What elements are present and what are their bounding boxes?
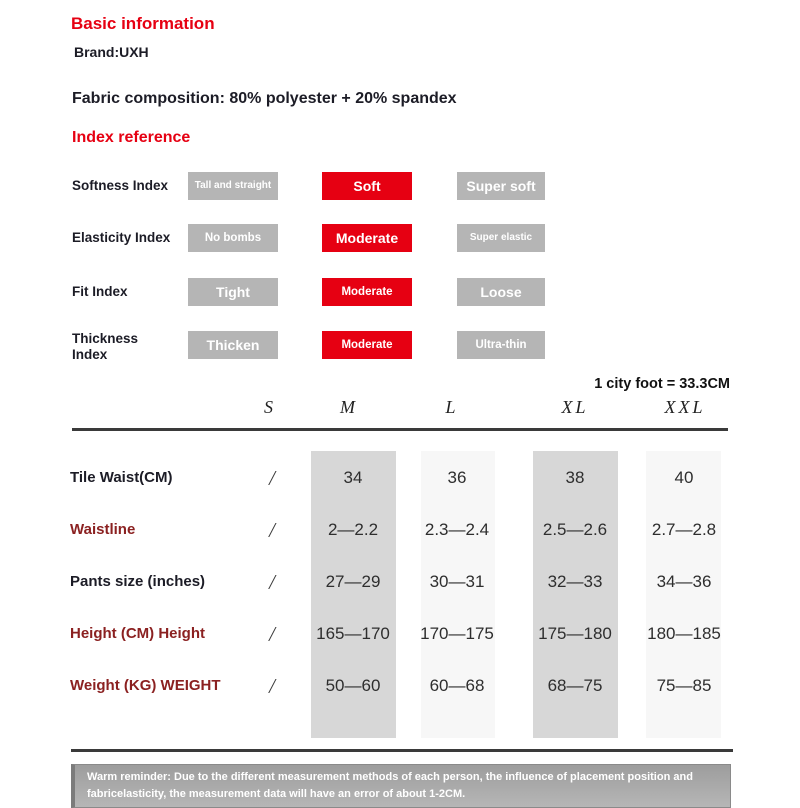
size-cell-value: 36 [447, 468, 467, 487]
index-option-selected: Moderate [322, 224, 412, 252]
index-option: Ultra-thin [457, 331, 545, 359]
table-header-divider [72, 428, 728, 431]
size-cell-value: 170—175 [420, 624, 494, 643]
index-row-label: Fit Index [72, 284, 128, 300]
size-row-label: Tile Waist(CM) [70, 469, 173, 486]
index-row-label: Elasticity Index [72, 230, 171, 246]
size-cell-value: 30—31 [429, 572, 485, 591]
size-cell-slash: / [269, 674, 275, 698]
size-cell-value: 68—75 [547, 676, 603, 695]
index-option: Tall and straight [188, 172, 278, 200]
table-bottom-divider [71, 749, 733, 752]
basic-information-title: Basic information [71, 14, 215, 33]
index-option: Thicken [188, 331, 278, 359]
brand-text: Brand:UXH [74, 44, 149, 60]
size-cell-value: 175—180 [538, 624, 612, 643]
index-option: Super soft [457, 172, 545, 200]
size-cell-value: 60—68 [429, 676, 485, 695]
size-cell-value: 2.3—2.4 [424, 520, 490, 539]
index-reference-title: Index reference [72, 129, 191, 146]
index-row-label: Softness Index [72, 178, 169, 194]
size-cell-value: 2—2.2 [327, 520, 379, 539]
warning-text: Warm reminder: Due to the different measurement methods of each person, the influence of placement position and fabricelasticity, the measurement data will have an error of about 1-2CM. [87, 771, 693, 800]
size-row-label: Height (CM) Height [70, 625, 205, 642]
size-cell-value: 38 [565, 468, 585, 487]
fabric-composition-text: Fabric composition: 80% polyester + 20% spandex [72, 90, 457, 107]
size-cell-value: 2.7—2.8 [651, 520, 717, 539]
warning-box [71, 764, 731, 808]
size-cell-value: 180—185 [647, 624, 721, 643]
size-cell-value: 27—29 [325, 572, 381, 591]
size-cell-value: 50—60 [325, 676, 381, 695]
size-cell-slash: / [269, 518, 275, 542]
size-cell-value: 75—85 [656, 676, 712, 695]
size-column-header: XXL [664, 397, 706, 417]
index-option-selected: Moderate [322, 278, 412, 306]
size-row-label: Pants size (inches) [70, 573, 206, 590]
size-cell-value: 34—36 [656, 572, 712, 591]
index-option-selected: Moderate [322, 331, 412, 359]
size-cell-slash: / [269, 466, 275, 490]
size-cell-value: 2.5—2.6 [542, 520, 608, 539]
index-option: Super elastic [457, 224, 545, 252]
index-option: Loose [457, 278, 545, 306]
size-column-header: XL [561, 397, 589, 417]
size-cell-value: 32—33 [547, 572, 603, 591]
size-cell-value: 34 [343, 468, 363, 487]
index-option: Tight [188, 278, 278, 306]
size-row-label: Weight (KG) WEIGHT [70, 677, 221, 694]
size-column-header: M [340, 397, 358, 417]
size-column-header: L [445, 397, 459, 417]
size-column-header: S [264, 397, 276, 417]
size-cell-value: 165—170 [316, 624, 390, 643]
index-row-label: Thickness Index [72, 331, 139, 362]
index-option: No bombs [188, 224, 278, 252]
index-option-selected: Soft [322, 172, 412, 200]
size-cell-value: 40 [674, 468, 694, 487]
size-cell-slash: / [269, 622, 275, 646]
size-row-label: Waistline [70, 521, 136, 538]
size-cell-slash: / [269, 570, 275, 594]
unit-conversion-note: 1 city foot = 33.3CM [594, 376, 730, 392]
